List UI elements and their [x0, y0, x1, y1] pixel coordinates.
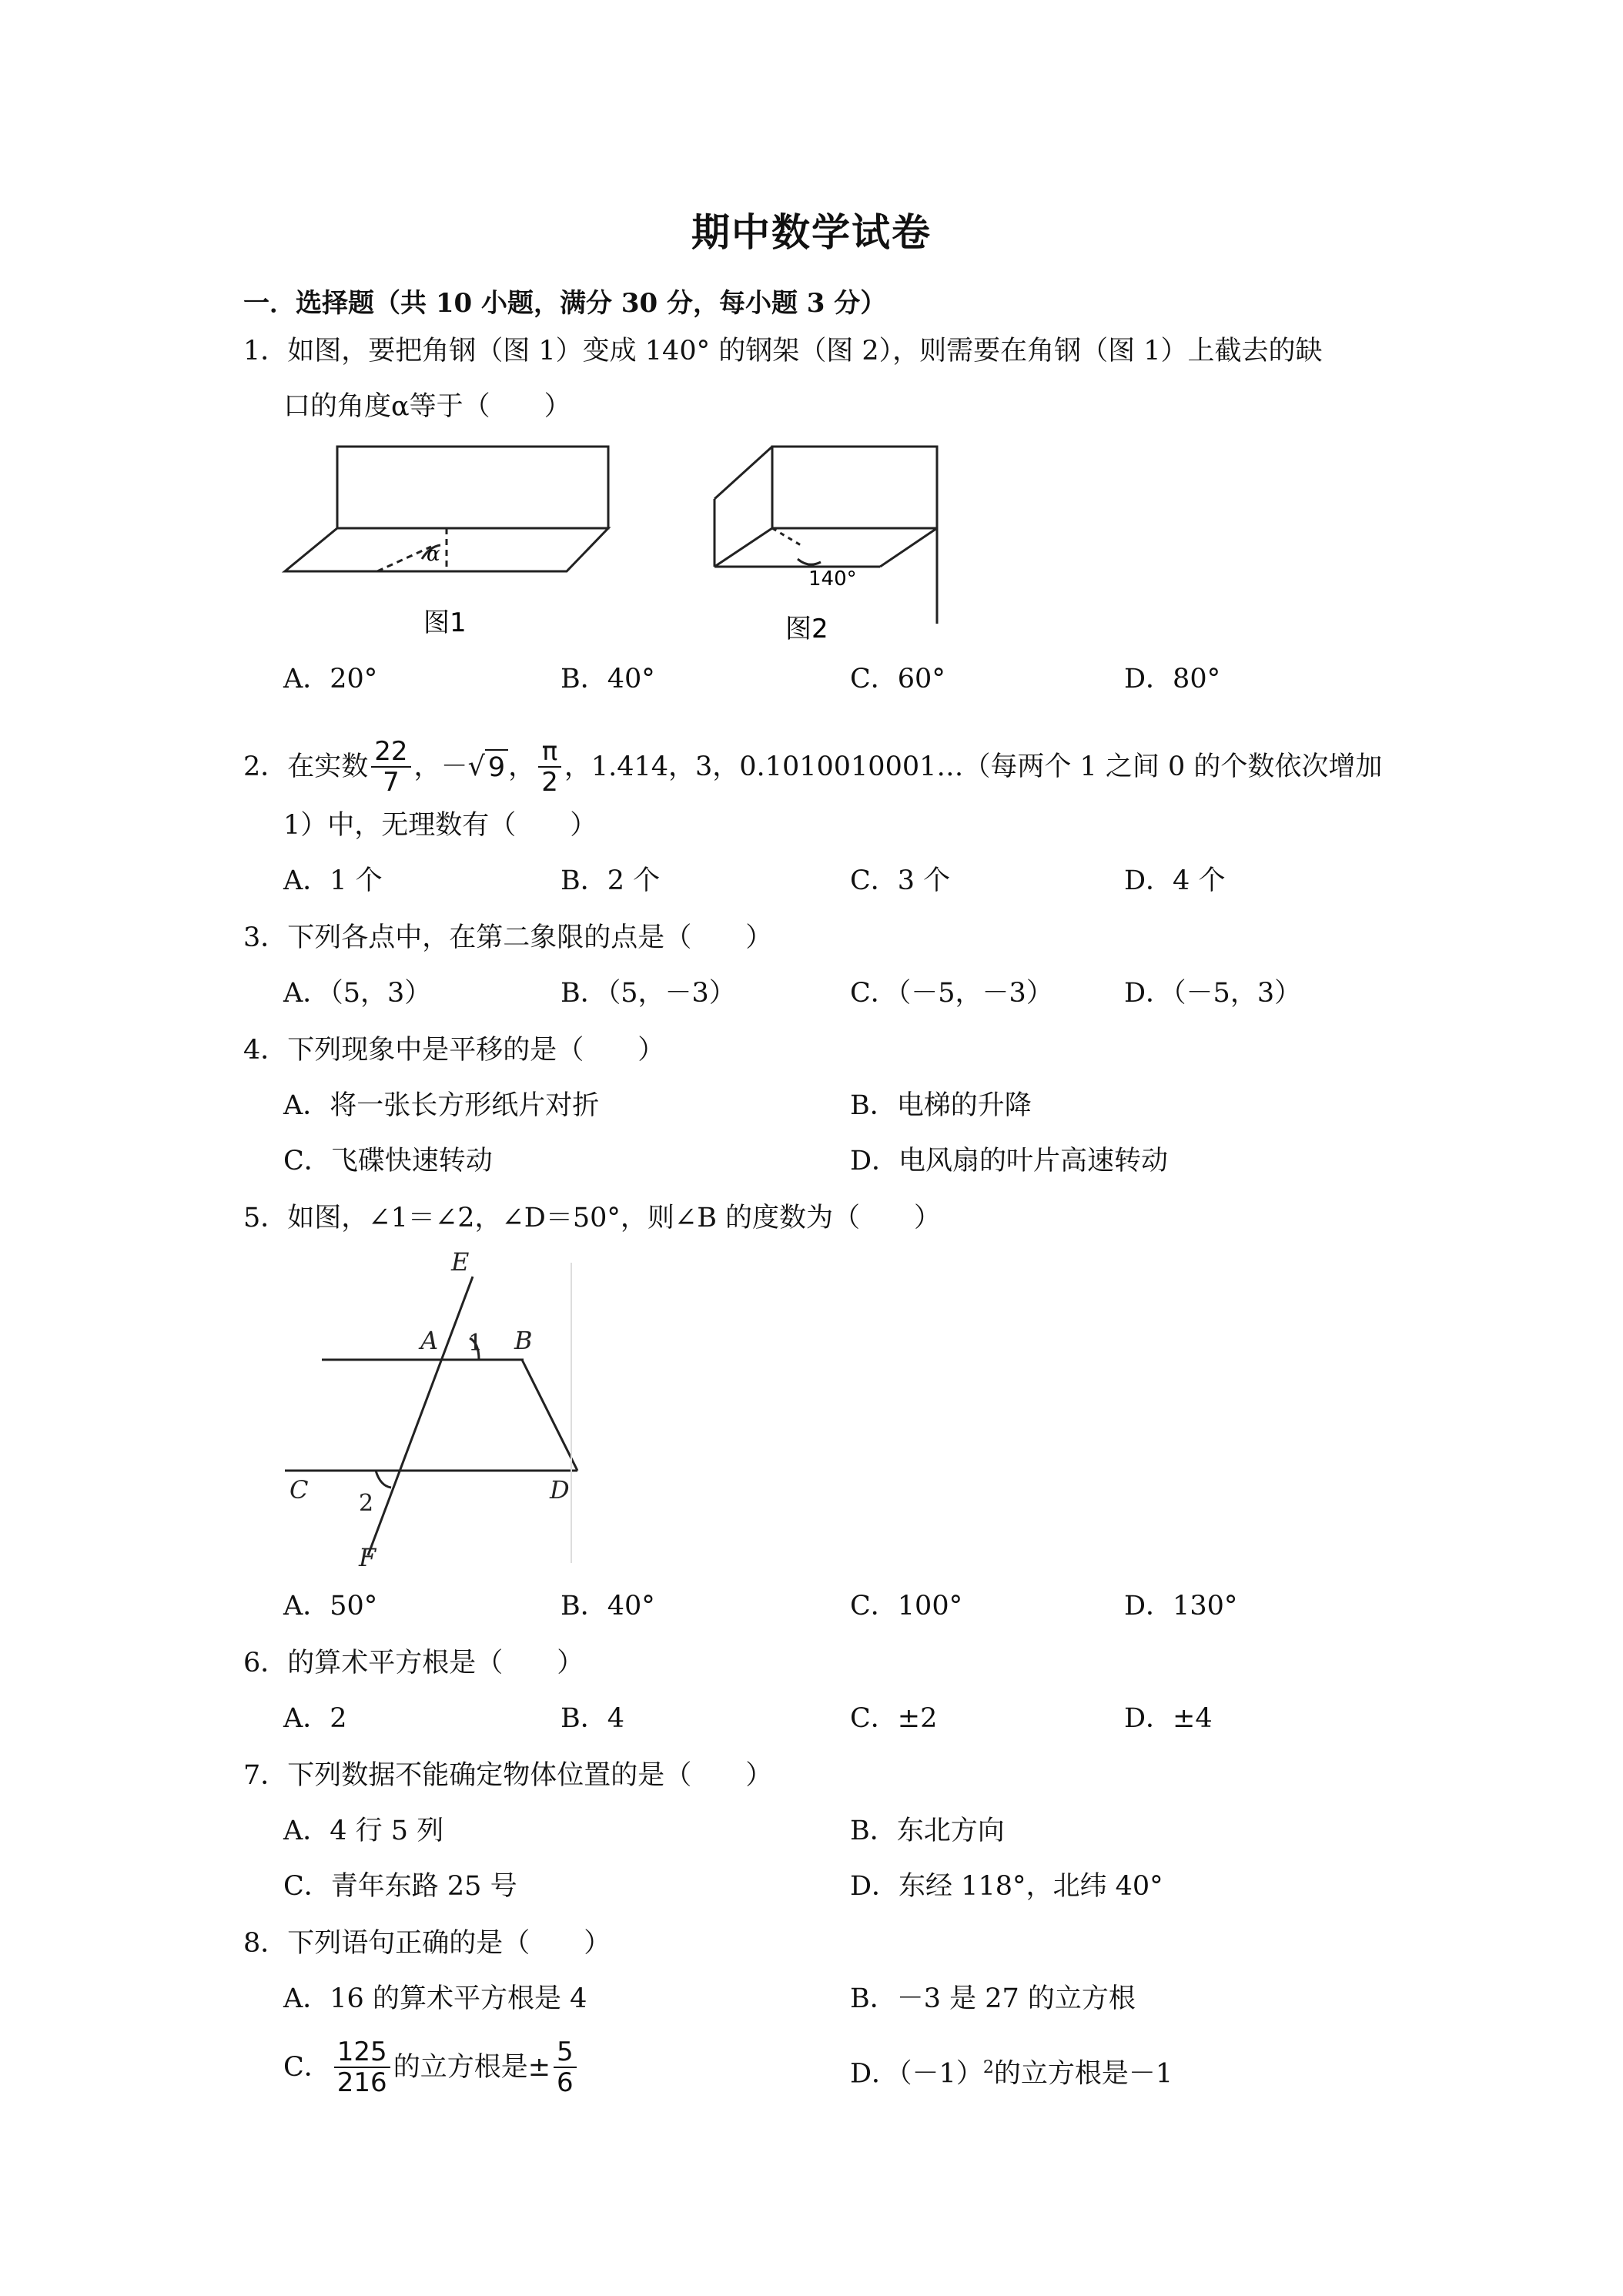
q1-option-c[interactable]: C．60° — [850, 664, 945, 694]
q7-option-c[interactable]: C．青年东路 25 号 — [283, 1871, 517, 1902]
q6-option-a[interactable]: A．2 — [283, 1703, 347, 1734]
q7-stem: 7．下列数据不能确定物体位置的是（ ） — [243, 1760, 773, 1791]
q5-label-f: F — [359, 1543, 376, 1571]
q2-sqrt-neg: － — [440, 751, 468, 782]
q2-sqrt-symbol: √ — [467, 751, 485, 782]
q2-option-c[interactable]: C．3 个 — [850, 865, 951, 896]
q3-option-a[interactable]: A．（5，3） — [283, 978, 432, 1009]
q8-c-fraction — [334, 2037, 390, 2097]
q1-alpha-label: α — [427, 543, 440, 566]
q2-sqrt-arg: 9 — [485, 749, 508, 785]
q8-c-numerator: 125 — [336, 2037, 387, 2067]
q1-140-label: 140° — [808, 567, 857, 591]
q4-stem: 4．下列现象中是平移的是（ ） — [243, 1035, 665, 1066]
q1-option-d[interactable]: D．80° — [1124, 664, 1221, 694]
q7-option-b[interactable]: B．东北方向 — [850, 1816, 1005, 1846]
q2-frac1-numerator: 22 — [374, 736, 408, 767]
q4-option-a[interactable]: A．将一张长方形纸片对折 — [283, 1090, 600, 1121]
q8-option-a[interactable]: A．16 的算术平方根是 4 — [283, 1983, 587, 2014]
q2-fraction-pi-2 — [538, 737, 561, 797]
q3-option-b[interactable]: B．（5，－3） — [561, 978, 736, 1009]
q3-option-c[interactable]: C．（－5，－3） — [850, 978, 1053, 1009]
q5-option-b[interactable]: B．40° — [561, 1591, 655, 1622]
q3-stem: 3．下列各点中，在第二象限的点是（ ） — [243, 922, 773, 953]
q2-option-d[interactable]: D．4 个 — [1124, 865, 1226, 896]
q5-label-1: 1 — [468, 1330, 484, 1357]
q3-option-d[interactable]: D．（－5，3） — [1124, 978, 1302, 1009]
q7-option-d[interactable]: D．东经 118°，北纬 40° — [850, 1871, 1163, 1902]
q1-stem-line1: 1．如图，要把角钢（图 1）变成 140° 的钢架（图 2），则需要在角钢（图 1）上截去的缺 — [243, 336, 1323, 366]
q8-d-exponent: 2 — [982, 2058, 994, 2077]
q2-sep2: ， — [508, 751, 536, 782]
q6-option-c[interactable]: C．±2 — [850, 1703, 938, 1734]
q5-label-e: E — [451, 1247, 470, 1277]
q4-option-b[interactable]: B．电梯的升降 — [850, 1090, 1032, 1121]
q1-option-a[interactable]: A．20° — [283, 664, 378, 694]
q8-option-b[interactable]: B．－3 是 27 的立方根 — [850, 1983, 1136, 2014]
q2-sep1: ， — [413, 751, 441, 782]
q1-option-b[interactable]: B．40° — [561, 664, 655, 694]
q6-stem: 6．的算术平方根是（ ） — [243, 1648, 584, 1678]
q2-frac2-numerator: π — [541, 736, 558, 767]
q6-option-b[interactable]: B．4 — [561, 1703, 624, 1734]
q7-option-a[interactable]: A．4 行 5 列 — [283, 1816, 444, 1846]
q8-c-numerator2: 5 — [557, 2037, 574, 2067]
q8-c-mid: 的立方根是± — [393, 2052, 551, 2083]
q1-figures — [277, 439, 955, 670]
q5-stem: 5．如图，∠1＝∠2，∠D＝50°，则∠B 的度数为（ ） — [243, 1203, 942, 1233]
q8-d-prefix: D．（－1） — [850, 2058, 983, 2090]
q2-rest: ，1.414，3，0.1010010001…（每两个 1 之间 0 的个数依次增加 — [564, 751, 1383, 782]
q1-figure-1 — [285, 447, 608, 571]
q2-frac1-denominator: 7 — [383, 767, 400, 798]
q1-stem-line2: 口的角度α等于（ ） — [283, 391, 571, 422]
q8-c-fraction2 — [554, 2037, 577, 2097]
q1-figure-2 — [714, 447, 937, 624]
q2-stem-line2: 1）中，无理数有（ ） — [283, 810, 597, 841]
q8-c-prefix: C． — [283, 2052, 331, 2083]
q8-option-c[interactable] — [283, 2033, 580, 2102]
q2-prefix: 2．在实数 — [243, 751, 369, 782]
q5-label-2: 2 — [359, 1490, 374, 1517]
q6-option-d[interactable]: D．±4 — [1124, 1703, 1213, 1734]
section-heading: 一．选择题（共 10 小题，满分 30 分，每小题 3 分） — [243, 288, 887, 319]
q1-fig1-caption: 图1 — [423, 607, 467, 638]
q8-c-denominator2: 6 — [557, 2067, 574, 2098]
q4-option-c[interactable]: C．飞碟快速转动 — [283, 1146, 493, 1176]
q5-label-c: C — [289, 1475, 309, 1504]
q5-option-c[interactable]: C．100° — [850, 1591, 963, 1622]
q8-option-d[interactable] — [850, 2051, 1173, 2091]
q5-option-a[interactable]: A．50° — [283, 1591, 378, 1622]
q5-label-d: D — [550, 1475, 570, 1504]
q1-fig2-caption: 图2 — [785, 614, 828, 644]
q2-stem-line1 — [243, 736, 1382, 798]
q8-stem: 8．下列语句正确的是（ ） — [243, 1928, 611, 1959]
q5-label-a: A — [420, 1326, 439, 1355]
q8-d-rest: 的立方根是－1 — [993, 2058, 1173, 2090]
q5-label-b: B — [514, 1326, 533, 1355]
q5-option-d[interactable]: D．130° — [1124, 1591, 1238, 1622]
q2-option-b[interactable]: B．2 个 — [561, 865, 661, 896]
q4-option-d[interactable]: D．电风扇的叶片高速转动 — [850, 1146, 1169, 1176]
q2-fraction-22-7 — [371, 737, 410, 797]
q2-frac2-denominator: 2 — [541, 767, 558, 798]
page-title: 期中数学试卷 — [691, 209, 932, 255]
q8-c-denominator: 216 — [336, 2067, 387, 2098]
q5-figure — [285, 1247, 593, 1571]
q2-option-a[interactable]: A．1 个 — [283, 865, 383, 896]
